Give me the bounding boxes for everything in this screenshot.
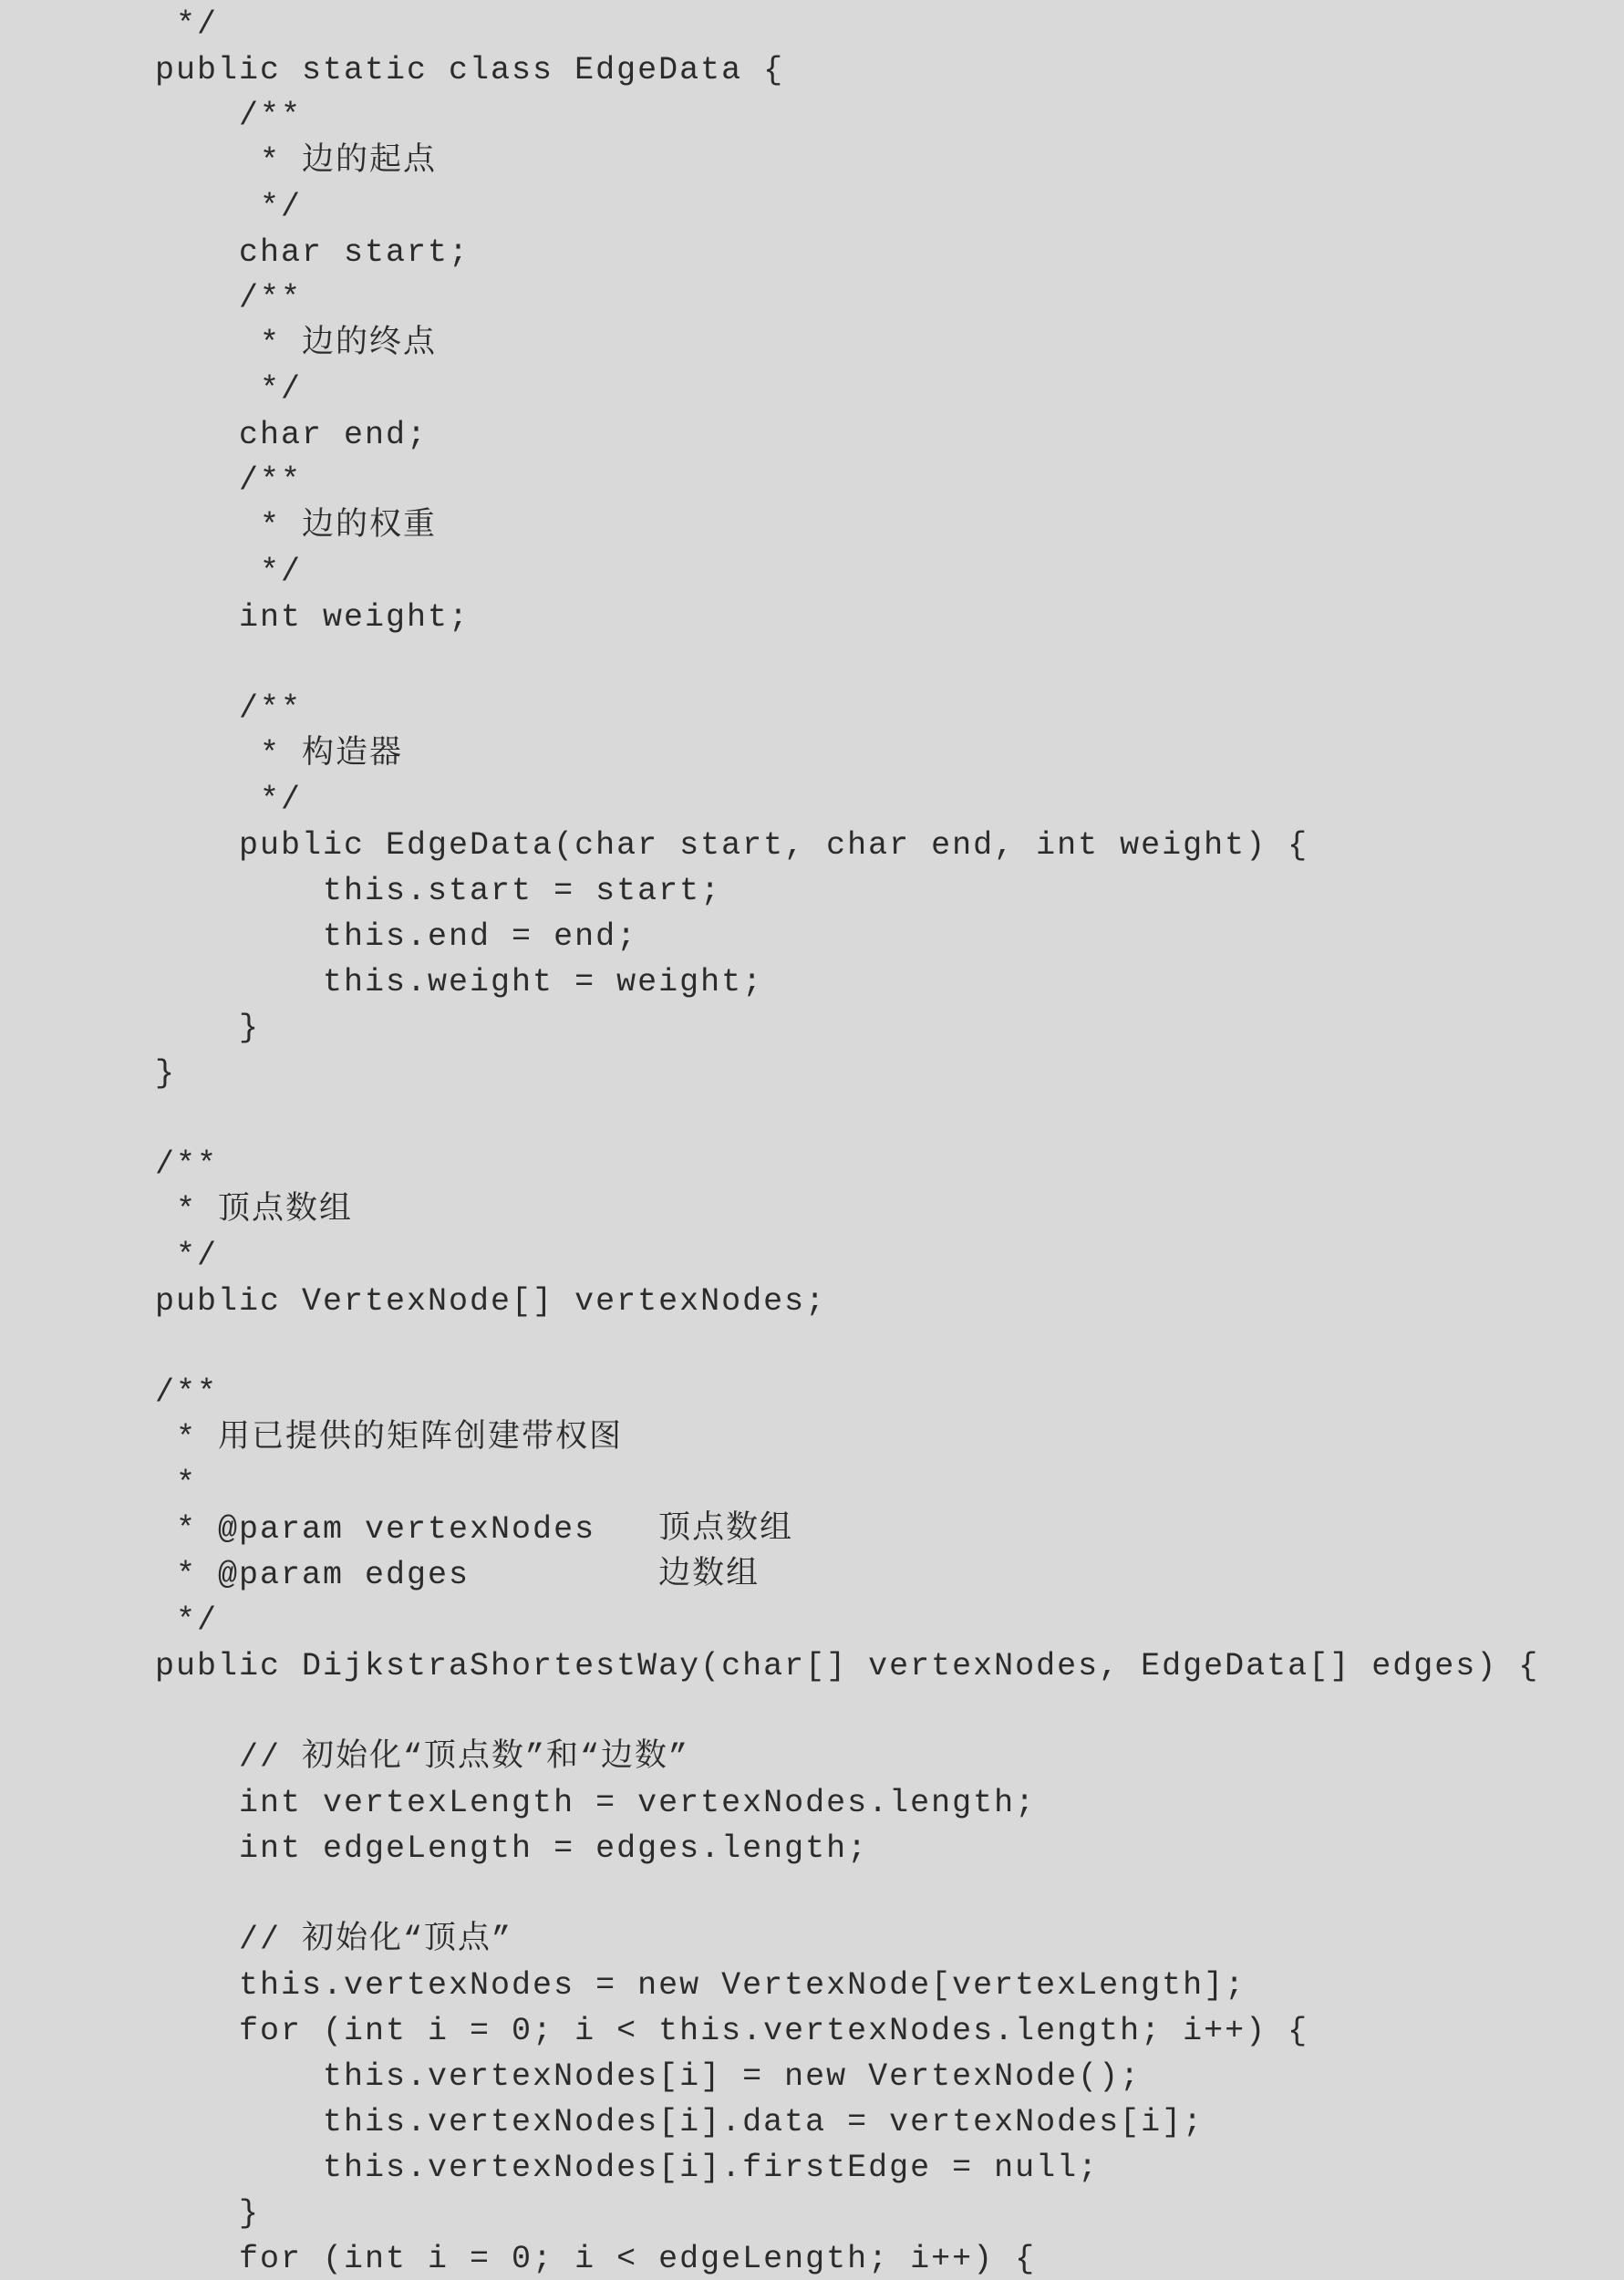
code-line: int vertexLength = vertexNodes.length; — [155, 1785, 1037, 1821]
code-line: this.vertexNodes[i].data = vertexNodes[i]; — [155, 2104, 1205, 2140]
code-line — [155, 640, 1539, 686]
code-line: * @param edges 边数组 — [155, 1557, 760, 1593]
code-line: this.weight = weight; — [155, 964, 764, 1000]
code-line: public static class EdgeData { — [155, 52, 785, 88]
code-line: /** — [155, 1146, 219, 1183]
code-line: */ — [155, 1238, 219, 1274]
code-line: } — [155, 2195, 261, 2232]
code-listing — [155, 2, 1539, 2280]
code-line: public DijkstraShortestWay(char[] vertexNodes, EdgeData[] edges) { — [155, 1648, 1540, 1684]
code-line: * @param vertexNodes 顶点数组 — [155, 1511, 794, 1548]
code-line: } — [155, 1010, 261, 1046]
code-line — [155, 1871, 1539, 1917]
code-line: this.vertexNodes[i].firstEdge = null; — [155, 2150, 1100, 2186]
code-line: * 顶点数组 — [155, 1192, 354, 1228]
code-line: /** — [155, 280, 303, 316]
code-line: this.end = end; — [155, 918, 638, 955]
code-line: */ — [155, 554, 303, 590]
code-line: */ — [155, 189, 303, 225]
code-line: */ — [155, 782, 303, 818]
code-line: * 边的终点 — [155, 326, 438, 362]
code-line: // 初始化“顶点” — [155, 1922, 513, 1958]
code-line: /** — [155, 462, 303, 499]
code-line: * 用已提供的矩阵创建带权图 — [155, 1420, 624, 1456]
code-line: this.vertexNodes = new VertexNode[vertexLength]; — [155, 1967, 1246, 2004]
code-line: * 边的起点 — [155, 143, 438, 180]
code-line: for (int i = 0; i < this.vertexNodes.length; i++) { — [155, 2013, 1309, 2049]
code-line: /** — [155, 1374, 219, 1411]
code-line: /** — [155, 690, 303, 727]
code-line: */ — [155, 371, 303, 408]
code-line: char start; — [155, 234, 471, 271]
code-line: public EdgeData(char start, char end, int weight) { — [155, 827, 1309, 864]
code-line: int edgeLength = edges.length; — [155, 1830, 869, 1867]
code-line: /** — [155, 98, 303, 134]
code-line — [155, 1096, 1539, 1142]
code-line — [155, 1324, 1539, 1370]
code-line: this.start = start; — [155, 873, 722, 909]
code-line — [155, 1689, 1539, 1735]
code-line: int weight; — [155, 599, 471, 636]
code-line: this.vertexNodes[i] = new VertexNode(); — [155, 2058, 1142, 2095]
code-line: char end; — [155, 417, 429, 453]
code-line: } — [155, 1055, 177, 1092]
code-line: */ — [155, 1602, 219, 1639]
code-line: * 边的权重 — [155, 508, 438, 544]
code-line: // 初始化“顶点数”和“边数” — [155, 1739, 690, 1776]
code-line: public VertexNode[] vertexNodes; — [155, 1283, 827, 1320]
code-line: * — [155, 1466, 198, 1502]
code-line: */ — [155, 6, 219, 43]
code-line: for (int i = 0; i < edgeLength; i++) { — [155, 2241, 1037, 2277]
code-line: * 构造器 — [155, 736, 404, 772]
